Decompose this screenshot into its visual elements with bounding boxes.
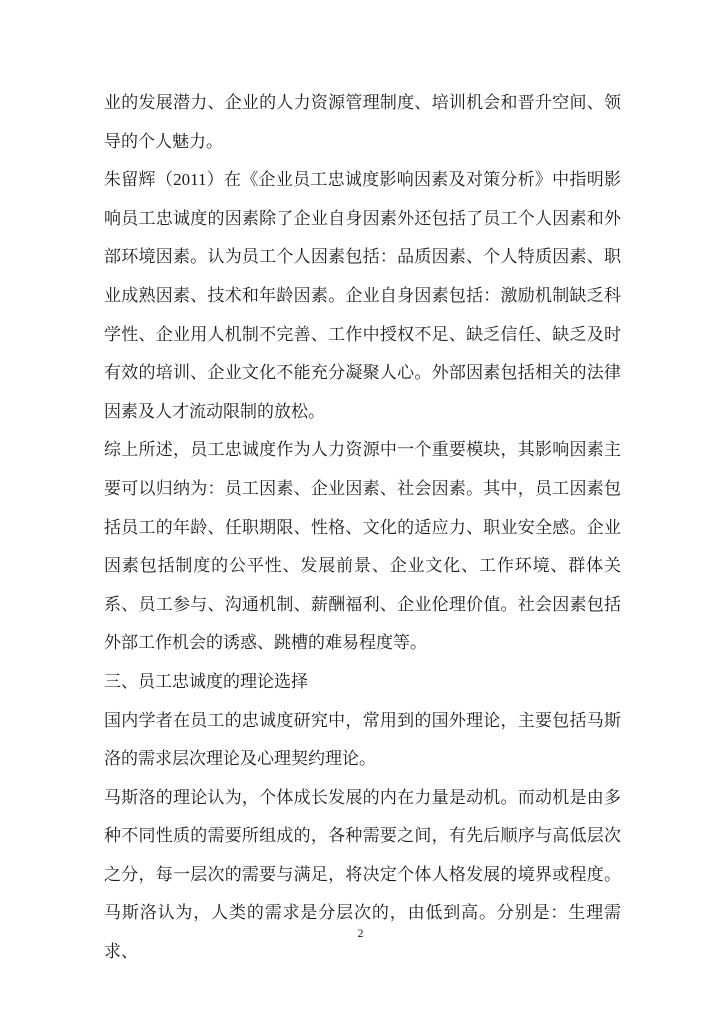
- paragraph-zhu-liuhui-citation: 朱留辉（2011）在《企业员工忠诚度影响因素及对策分析》中指明影响员工忠诚度的因素除了企业自身因素外还包括了员工个人因素和外部环境因素。认为员工个人因素包括：品质因素、个人特质因素、职业成熟因素、技术和年龄因素。企业自身因素包括：激励机制缺乏科学性、企业用人机制不完善、工作中授权不足、缺乏信任、缺乏及时有效的培训、企业文化不能充分凝聚人心。外部因素包括相关的法律因素及人才流动限制的放松。: [104, 170, 621, 421]
- section-heading: 三、员工忠诚度的理论选择: [104, 671, 308, 691]
- paragraph-continuation: 业的发展潜力、企业的人力资源管理制度、培训机会和晋升空间、领导的个人魅力。: [104, 93, 621, 151]
- document-body: [104, 84, 621, 972]
- paragraph-maslow-theory: 马斯洛的理论认为，个体成长发展的内在力量是动机。而动机是由多种不同性质的需要所组成的，各种需要之间，有先后顺序与高低层次之分，每一层次的需要与满足，将决定个体人格发展的境界或程度。马斯洛认为，人类的需求是分层次的，由低到高。分别是：生理需求、: [104, 787, 621, 962]
- paragraph-summary: 综上所述，员工忠诚度作为人力资源中一个重要模块，其影响因素主要可以归纳为：员工因素、企业因素、社会因素。其中，员工因素包括员工的年龄、任职期限、性格、文化的适应力、职业安全感。企业因素包括制度的公平性、发展前景、企业文化、工作环境、群体关系、员工参与、沟通机制、薪酬福利、企业伦理价值。社会因素包括外部工作机会的诱惑、跳槽的难易程度等。: [104, 440, 621, 653]
- page-footer: [0, 925, 721, 941]
- page-number: 2: [357, 926, 364, 940]
- paragraph-domestic-scholars: 国内学者在员工的忠诚度研究中，常用到的国外理论，主要包括马斯洛的需求层次理论及心理契约理论。: [104, 710, 621, 769]
